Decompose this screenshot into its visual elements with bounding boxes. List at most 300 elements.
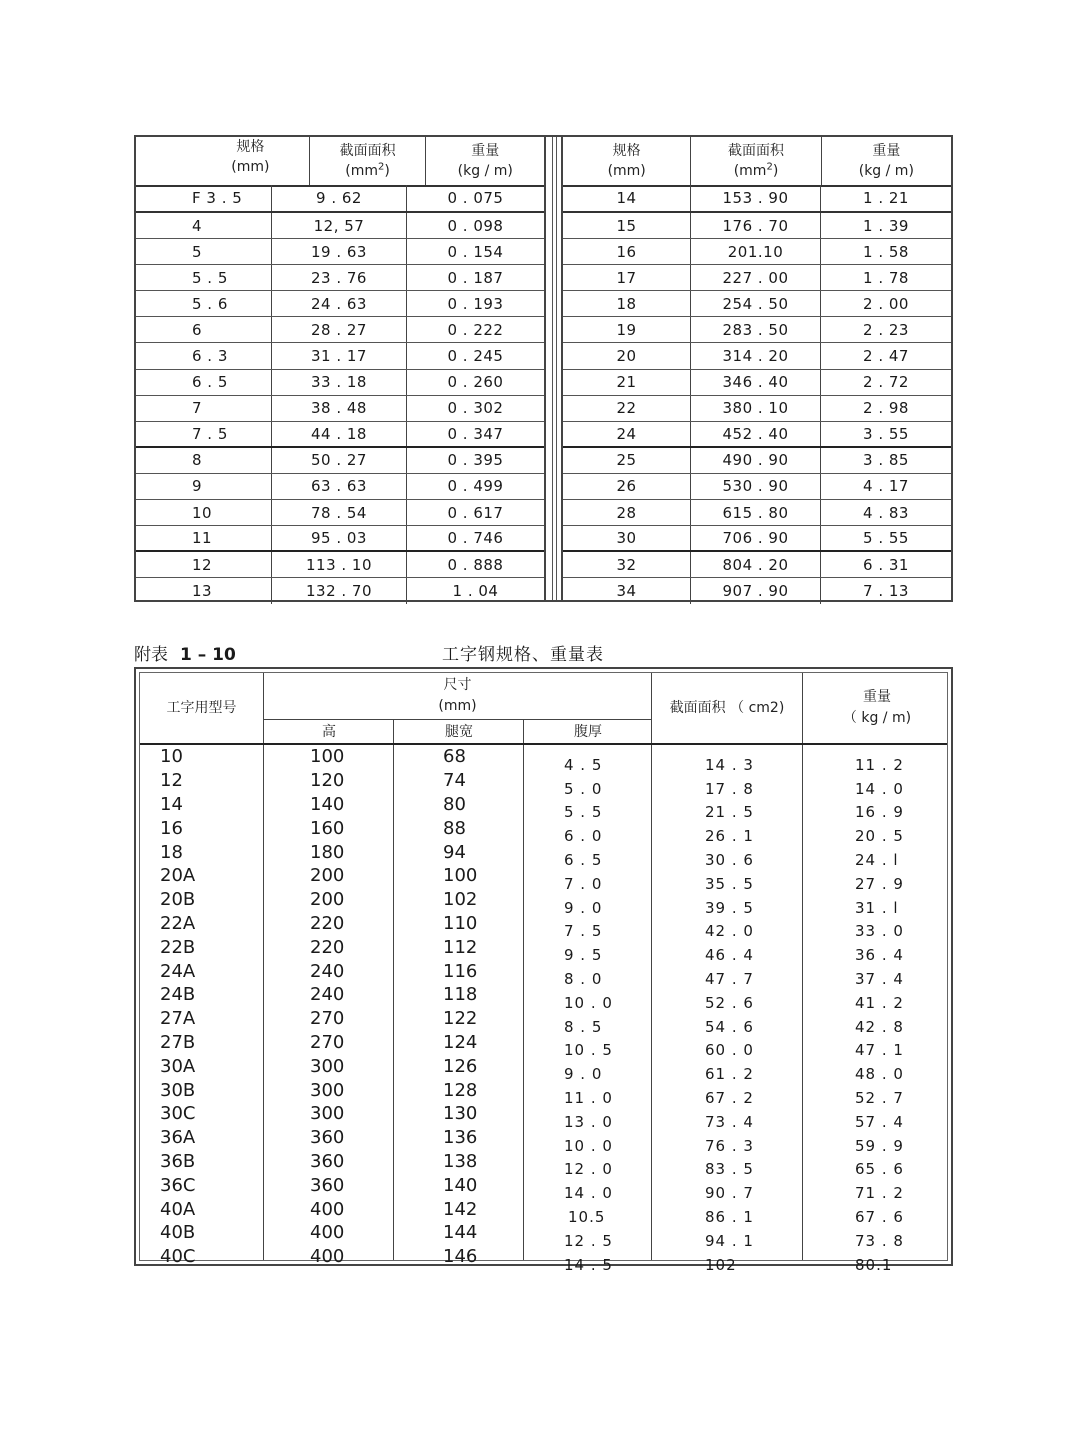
weight-cell: 0 . 746 xyxy=(447,529,504,548)
table-row xyxy=(563,317,951,343)
weight-cell: 2 . 00 xyxy=(863,294,909,313)
table-row xyxy=(136,578,544,604)
weight-cell: 2 . 23 xyxy=(863,320,909,339)
flange-cell: 142 xyxy=(443,1198,478,1220)
ibeam-table-inner xyxy=(139,672,948,1274)
area-cell: 33 . 18 xyxy=(272,370,407,395)
column-divider xyxy=(544,137,563,600)
table-row xyxy=(140,1197,947,1227)
web-cell: 10.5 xyxy=(568,1208,606,1227)
weight-cell: 48 . 0 xyxy=(855,1065,904,1084)
flange-cell: 126 xyxy=(443,1055,478,1077)
weight-cell: 1 . 39 xyxy=(863,216,909,235)
web-cell: 9 . 5 xyxy=(564,946,603,965)
spec-cell: 28 xyxy=(563,500,691,525)
flange-cell: 68 xyxy=(443,746,466,768)
model-cell: 40B xyxy=(160,1222,196,1244)
web-cell: 10 . 0 xyxy=(564,1136,613,1155)
area-cell: 61 . 2 xyxy=(705,1065,754,1084)
flange-cell: 136 xyxy=(443,1127,478,1149)
header-weight: 重量 (kg / m) xyxy=(858,143,914,179)
table-row xyxy=(563,291,951,317)
table-row xyxy=(136,448,544,474)
web-cell: 7 . 0 xyxy=(564,874,603,893)
spec-cell: 25 xyxy=(563,448,691,473)
ibeam-table-header xyxy=(140,673,947,745)
area-cell: 452 . 40 xyxy=(691,422,821,446)
area-cell: 83 . 5 xyxy=(705,1160,754,1179)
web-cell: 14 . 5 xyxy=(564,1255,613,1274)
table-row xyxy=(136,526,544,552)
model-cell: 22A xyxy=(160,912,196,934)
area-cell: 52 . 6 xyxy=(705,993,754,1012)
area-cell: 76 . 3 xyxy=(705,1136,754,1155)
table-row xyxy=(563,213,951,239)
table-row xyxy=(140,912,947,941)
height-cell: 400 xyxy=(310,1198,345,1220)
spec-cell: 5 . 5 xyxy=(136,265,272,290)
round-steel-table-left xyxy=(136,137,544,600)
spec-cell: 10 xyxy=(136,500,272,525)
weight-cell: 37 . 4 xyxy=(855,970,904,989)
flange-cell: 144 xyxy=(443,1222,478,1244)
spec-cell: 12 xyxy=(136,552,272,577)
area-cell: 47 . 7 xyxy=(705,970,754,989)
weight-cell: 1 . 78 xyxy=(863,268,909,287)
area-cell: 132 . 70 xyxy=(272,578,407,604)
flange-cell: 100 xyxy=(443,865,478,887)
table-row xyxy=(136,474,544,500)
spec-cell: 7 xyxy=(136,396,272,421)
weight-cell: 47 . 1 xyxy=(855,1041,904,1060)
weight-cell: 0 . 154 xyxy=(447,242,504,261)
table-row xyxy=(563,370,951,396)
table-row xyxy=(563,265,951,291)
model-cell: 40A xyxy=(160,1198,196,1220)
spec-cell: 26 xyxy=(563,474,691,499)
area-cell: 490 . 90 xyxy=(691,448,821,473)
web-cell: 14 . 0 xyxy=(564,1184,613,1203)
table-row xyxy=(136,396,544,422)
model-cell: 30A xyxy=(160,1055,196,1077)
area-cell: 907 . 90 xyxy=(691,578,821,604)
spec-cell: 11 xyxy=(136,526,272,550)
caption-title: 工字钢规格、重量表 xyxy=(442,645,604,665)
weight-cell: 7 . 13 xyxy=(863,582,909,601)
area-cell: 73 . 4 xyxy=(705,1112,754,1131)
table-row xyxy=(140,1031,947,1060)
caption-number: 1 – 10 xyxy=(180,645,236,665)
model-cell: 30B xyxy=(160,1079,196,1101)
web-cell: 6 . 5 xyxy=(564,851,603,870)
spec-cell: 6 . 3 xyxy=(136,343,272,368)
spec-cell: 34 xyxy=(563,578,691,604)
table-row xyxy=(140,1054,947,1084)
spec-cell: 5 . 6 xyxy=(136,291,272,316)
table-row xyxy=(136,343,544,369)
area-cell: 78 . 54 xyxy=(272,500,407,525)
weight-cell: 2 . 98 xyxy=(863,399,909,418)
flange-cell: 112 xyxy=(443,936,478,958)
height-cell: 300 xyxy=(310,1103,345,1125)
header-model: 工字用型号 xyxy=(166,699,237,716)
table-row xyxy=(563,526,951,552)
header-weight: 重量 （ kg / m) xyxy=(842,689,912,726)
flange-cell: 110 xyxy=(443,912,478,934)
area-cell: 804 . 20 xyxy=(691,552,821,577)
weight-cell: 0 . 499 xyxy=(447,477,504,496)
area-cell: 60 . 0 xyxy=(705,1041,754,1060)
height-cell: 200 xyxy=(310,889,345,911)
table-row xyxy=(140,1150,947,1179)
area-cell: 38 . 48 xyxy=(272,396,407,421)
area-cell: 67 . 2 xyxy=(705,1089,754,1108)
spec-cell: 4 xyxy=(136,213,272,238)
height-cell: 270 xyxy=(310,1031,345,1053)
table-row xyxy=(136,552,544,578)
header-web: 腹厚 xyxy=(524,719,652,744)
weight-cell: 0 . 098 xyxy=(447,216,504,235)
flange-cell: 130 xyxy=(443,1103,478,1125)
header-size: 尺寸 (mm) xyxy=(438,677,477,714)
flange-cell: 140 xyxy=(443,1174,478,1196)
weight-cell: 0 . 888 xyxy=(447,555,504,574)
ibeam-table xyxy=(134,667,953,1274)
height-cell: 360 xyxy=(310,1127,345,1149)
table-row xyxy=(563,578,951,604)
weight-cell: 73 . 8 xyxy=(855,1231,904,1250)
weight-cell: 41 . 2 xyxy=(855,993,904,1012)
web-cell: 13 . 0 xyxy=(564,1112,613,1131)
height-cell: 300 xyxy=(310,1079,345,1101)
weight-cell: 3 . 55 xyxy=(863,424,909,443)
weight-cell: 20 . 5 xyxy=(855,827,904,846)
table-header xyxy=(563,137,951,187)
area-cell: 24 . 63 xyxy=(272,291,407,316)
table-row xyxy=(136,422,544,448)
round-steel-table-right xyxy=(563,137,951,600)
table-row xyxy=(140,816,947,846)
height-cell: 220 xyxy=(310,912,345,934)
weight-cell: 67 . 6 xyxy=(855,1208,904,1227)
table-row xyxy=(140,1245,947,1274)
weight-cell: 33 . 0 xyxy=(855,922,904,941)
area-cell: 19 . 63 xyxy=(272,239,407,264)
height-cell: 200 xyxy=(310,865,345,887)
caption-label: 附表 1 – 10 xyxy=(134,645,236,665)
header-spec: 规格 (mm) xyxy=(136,137,310,185)
area-cell: 530 . 90 xyxy=(691,474,821,499)
model-cell: 14 xyxy=(160,793,183,815)
spec-cell: 15 xyxy=(563,213,691,238)
spec-cell: 16 xyxy=(563,239,691,264)
spec-cell: 8 xyxy=(136,448,272,473)
flange-cell: 80 xyxy=(443,793,466,815)
web-cell: 6 . 0 xyxy=(564,827,603,846)
spec-cell: 5 xyxy=(136,239,272,264)
table-row xyxy=(136,317,544,343)
flange-cell: 88 xyxy=(443,817,466,839)
area-cell: 26 . 1 xyxy=(705,827,754,846)
table-row xyxy=(563,500,951,526)
model-cell: 18 xyxy=(160,841,183,863)
weight-cell: 42 . 8 xyxy=(855,1017,904,1036)
height-cell: 180 xyxy=(310,841,345,863)
web-cell: 9 . 0 xyxy=(564,1065,603,1084)
flange-cell: 128 xyxy=(443,1079,478,1101)
area-cell: 94 . 1 xyxy=(705,1231,754,1250)
spec-cell: 32 xyxy=(563,552,691,577)
model-cell: 10 xyxy=(160,746,183,768)
table-row xyxy=(563,448,951,474)
height-cell: 240 xyxy=(310,984,345,1006)
web-cell: 11 . 0 xyxy=(564,1089,613,1108)
table-row xyxy=(140,840,947,870)
weight-cell: 5 . 55 xyxy=(863,529,909,548)
table-row xyxy=(140,1007,947,1036)
model-cell: 12 xyxy=(160,770,183,792)
spec-cell: 30 xyxy=(563,526,691,550)
web-cell: 5 . 0 xyxy=(564,779,603,798)
table-row xyxy=(136,239,544,265)
weight-cell: 16 . 9 xyxy=(855,803,904,822)
model-cell: 20B xyxy=(160,889,196,911)
table-row xyxy=(563,396,951,422)
height-cell: 400 xyxy=(310,1246,345,1268)
weight-cell: 1 . 21 xyxy=(863,189,909,207)
table-row xyxy=(140,864,947,893)
table-row xyxy=(140,769,947,798)
height-cell: 300 xyxy=(310,1055,345,1077)
weight-cell: 0 . 187 xyxy=(447,268,504,287)
area-cell: 30 . 6 xyxy=(705,851,754,870)
model-cell: 36A xyxy=(160,1127,196,1149)
area-cell: 54 . 6 xyxy=(705,1017,754,1036)
weight-cell: 6 . 31 xyxy=(863,555,909,574)
flange-cell: 124 xyxy=(443,1031,478,1053)
table-row xyxy=(136,185,544,213)
weight-cell: 27 . 9 xyxy=(855,874,904,893)
flange-cell: 102 xyxy=(443,889,478,911)
area-cell: 23 . 76 xyxy=(272,265,407,290)
spec-cell: 17 xyxy=(563,265,691,290)
header-spec: 规格 (mm) xyxy=(563,137,691,185)
spec-cell: 20 xyxy=(563,343,691,368)
weight-cell: 1 . 04 xyxy=(452,582,499,601)
spec-cell: 21 xyxy=(563,370,691,395)
weight-cell: 0 . 347 xyxy=(447,424,504,443)
table-row xyxy=(136,265,544,291)
area-cell: 95 . 03 xyxy=(272,526,407,550)
weight-cell: 1 . 58 xyxy=(863,242,909,261)
area-cell: 283 . 50 xyxy=(691,317,821,342)
flange-cell: 122 xyxy=(443,1008,478,1030)
spec-cell: 24 xyxy=(563,422,691,446)
web-cell: 7 . 5 xyxy=(564,922,603,941)
table-row xyxy=(140,793,947,822)
area-cell: 153 . 90 xyxy=(691,185,821,211)
table-row xyxy=(563,185,951,213)
model-cell: 20A xyxy=(160,865,196,887)
header-height: 高 xyxy=(264,719,394,744)
header-area: 截面面积 （ cm2) xyxy=(669,699,785,716)
weight-cell: 0 . 193 xyxy=(447,294,504,313)
flange-cell: 116 xyxy=(443,960,478,982)
table-row xyxy=(140,1078,947,1108)
table-row xyxy=(140,1173,947,1203)
area-cell: 63 . 63 xyxy=(272,474,407,499)
model-cell: 27A xyxy=(160,1008,196,1030)
weight-cell: 31 . l xyxy=(855,898,899,917)
spec-cell: 6 . 5 xyxy=(136,370,272,395)
area-cell: 14 . 3 xyxy=(705,755,754,774)
area-cell: 28 . 27 xyxy=(272,317,407,342)
web-cell: 10 . 5 xyxy=(564,1041,613,1060)
spec-cell: F 3 . 5 xyxy=(136,185,272,211)
ibeam-table-body xyxy=(140,745,947,1274)
weight-cell: 4 . 83 xyxy=(863,503,909,522)
table-body xyxy=(136,185,544,600)
height-cell: 360 xyxy=(310,1150,345,1172)
area-cell: 176 . 70 xyxy=(691,213,821,238)
weight-cell: 14 . 0 xyxy=(855,779,904,798)
weight-cell: 57 . 4 xyxy=(855,1112,904,1131)
area-cell: 39 . 5 xyxy=(705,898,754,917)
height-cell: 120 xyxy=(310,770,345,792)
area-cell: 254 . 50 xyxy=(691,291,821,316)
flange-cell: 138 xyxy=(443,1150,478,1172)
spec-cell: 9 xyxy=(136,474,272,499)
height-cell: 140 xyxy=(310,793,345,815)
table-row xyxy=(136,370,544,396)
area-cell: 42 . 0 xyxy=(705,922,754,941)
header-area: 截面面积 $(mm^2)$ xyxy=(310,137,427,185)
table-row xyxy=(563,552,951,578)
flange-cell: 74 xyxy=(443,770,466,792)
weight-cell: 71 . 2 xyxy=(855,1184,904,1203)
table-row xyxy=(563,343,951,369)
header-weight: 重量 (kg / m) xyxy=(457,143,513,179)
spec-cell: 14 xyxy=(563,185,691,211)
table-row xyxy=(563,422,951,448)
table-row xyxy=(140,888,947,917)
area-cell: 346 . 40 xyxy=(691,370,821,395)
weight-cell: 80.1 xyxy=(855,1255,893,1274)
height-cell: 240 xyxy=(310,960,345,982)
weight-cell: 0 . 617 xyxy=(447,503,504,522)
area-cell: 314 . 20 xyxy=(691,343,821,368)
spec-cell: 19 xyxy=(563,317,691,342)
web-cell: 5 . 5 xyxy=(564,803,603,822)
area-cell: 44 . 18 xyxy=(272,422,407,446)
flange-cell: 146 xyxy=(443,1246,478,1268)
table-header xyxy=(136,137,544,187)
area-cell: 12, 57 xyxy=(272,213,407,238)
flange-cell: 94 xyxy=(443,841,466,863)
weight-cell: 36 . 4 xyxy=(855,946,904,965)
header-area: 截面面积 $(mm^2)$ xyxy=(691,137,821,185)
flange-cell: 118 xyxy=(443,984,478,1006)
weight-cell: 4 . 17 xyxy=(863,477,909,496)
model-cell: 40C xyxy=(160,1246,196,1268)
area-cell: 380 . 10 xyxy=(691,396,821,421)
table-row xyxy=(136,500,544,526)
height-cell: 360 xyxy=(310,1174,345,1196)
table-body xyxy=(563,185,951,600)
area-cell: 31 . 17 xyxy=(272,343,407,368)
weight-cell: 2 . 72 xyxy=(863,373,909,392)
table-row xyxy=(140,1221,947,1250)
area-cell: 9 . 62 xyxy=(272,185,407,211)
weight-cell: 2 . 47 xyxy=(863,347,909,366)
table-row xyxy=(563,239,951,265)
spec-cell: 18 xyxy=(563,291,691,316)
spec-cell: 13 xyxy=(136,578,272,604)
table-row xyxy=(140,983,947,1012)
model-cell: 24B xyxy=(160,984,196,1006)
area-cell: 50 . 27 xyxy=(272,448,407,473)
area-cell: 113 . 10 xyxy=(272,552,407,577)
web-cell: 12 . 0 xyxy=(564,1160,613,1179)
web-cell: 10 . 0 xyxy=(564,993,613,1012)
weight-cell: 11 . 2 xyxy=(855,755,904,774)
area-cell: 227 . 00 xyxy=(691,265,821,290)
model-cell: 22B xyxy=(160,936,196,958)
area-cell: 35 . 5 xyxy=(705,874,754,893)
spec-cell: 7 . 5 xyxy=(136,422,272,446)
model-cell: 30C xyxy=(160,1103,196,1125)
weight-cell: 0 . 302 xyxy=(447,399,504,418)
spec-cell: 6 xyxy=(136,317,272,342)
weight-cell: 3 . 85 xyxy=(863,451,909,470)
model-cell: 16 xyxy=(160,817,183,839)
area-cell: 102 xyxy=(705,1255,737,1274)
area-cell: 90 . 7 xyxy=(705,1184,754,1203)
web-cell: 9 . 0 xyxy=(564,898,603,917)
area-cell: 21 . 5 xyxy=(705,803,754,822)
table-row xyxy=(140,1126,947,1155)
height-cell: 160 xyxy=(310,817,345,839)
area-cell: 86 . 1 xyxy=(705,1208,754,1227)
height-cell: 400 xyxy=(310,1222,345,1244)
area-cell: 706 . 90 xyxy=(691,526,821,550)
area-cell: 615 . 80 xyxy=(691,500,821,525)
weight-cell: 65 . 6 xyxy=(855,1160,904,1179)
table-row xyxy=(140,745,947,774)
weight-cell: 0 . 222 xyxy=(447,320,504,339)
web-cell: 4 . 5 xyxy=(564,755,603,774)
web-cell: 12 . 5 xyxy=(564,1231,613,1250)
header-flange: 腿宽 xyxy=(394,719,524,744)
table-row xyxy=(140,959,947,989)
model-cell: 36C xyxy=(160,1174,196,1196)
weight-cell: 52 . 7 xyxy=(855,1089,904,1108)
weight-cell: 0 . 245 xyxy=(447,347,504,366)
height-cell: 270 xyxy=(310,1008,345,1030)
weight-cell: 59 . 9 xyxy=(855,1136,904,1155)
height-cell: 220 xyxy=(310,936,345,958)
table-row xyxy=(140,935,947,965)
table-row xyxy=(563,474,951,500)
table-row xyxy=(136,291,544,317)
table-row xyxy=(136,213,544,239)
weight-cell: 0 . 395 xyxy=(447,451,504,470)
area-cell: 17 . 8 xyxy=(705,779,754,798)
model-cell: 27B xyxy=(160,1031,196,1053)
area-cell: 46 . 4 xyxy=(705,946,754,965)
web-cell: 8 . 0 xyxy=(564,970,603,989)
table-row xyxy=(140,1102,947,1131)
